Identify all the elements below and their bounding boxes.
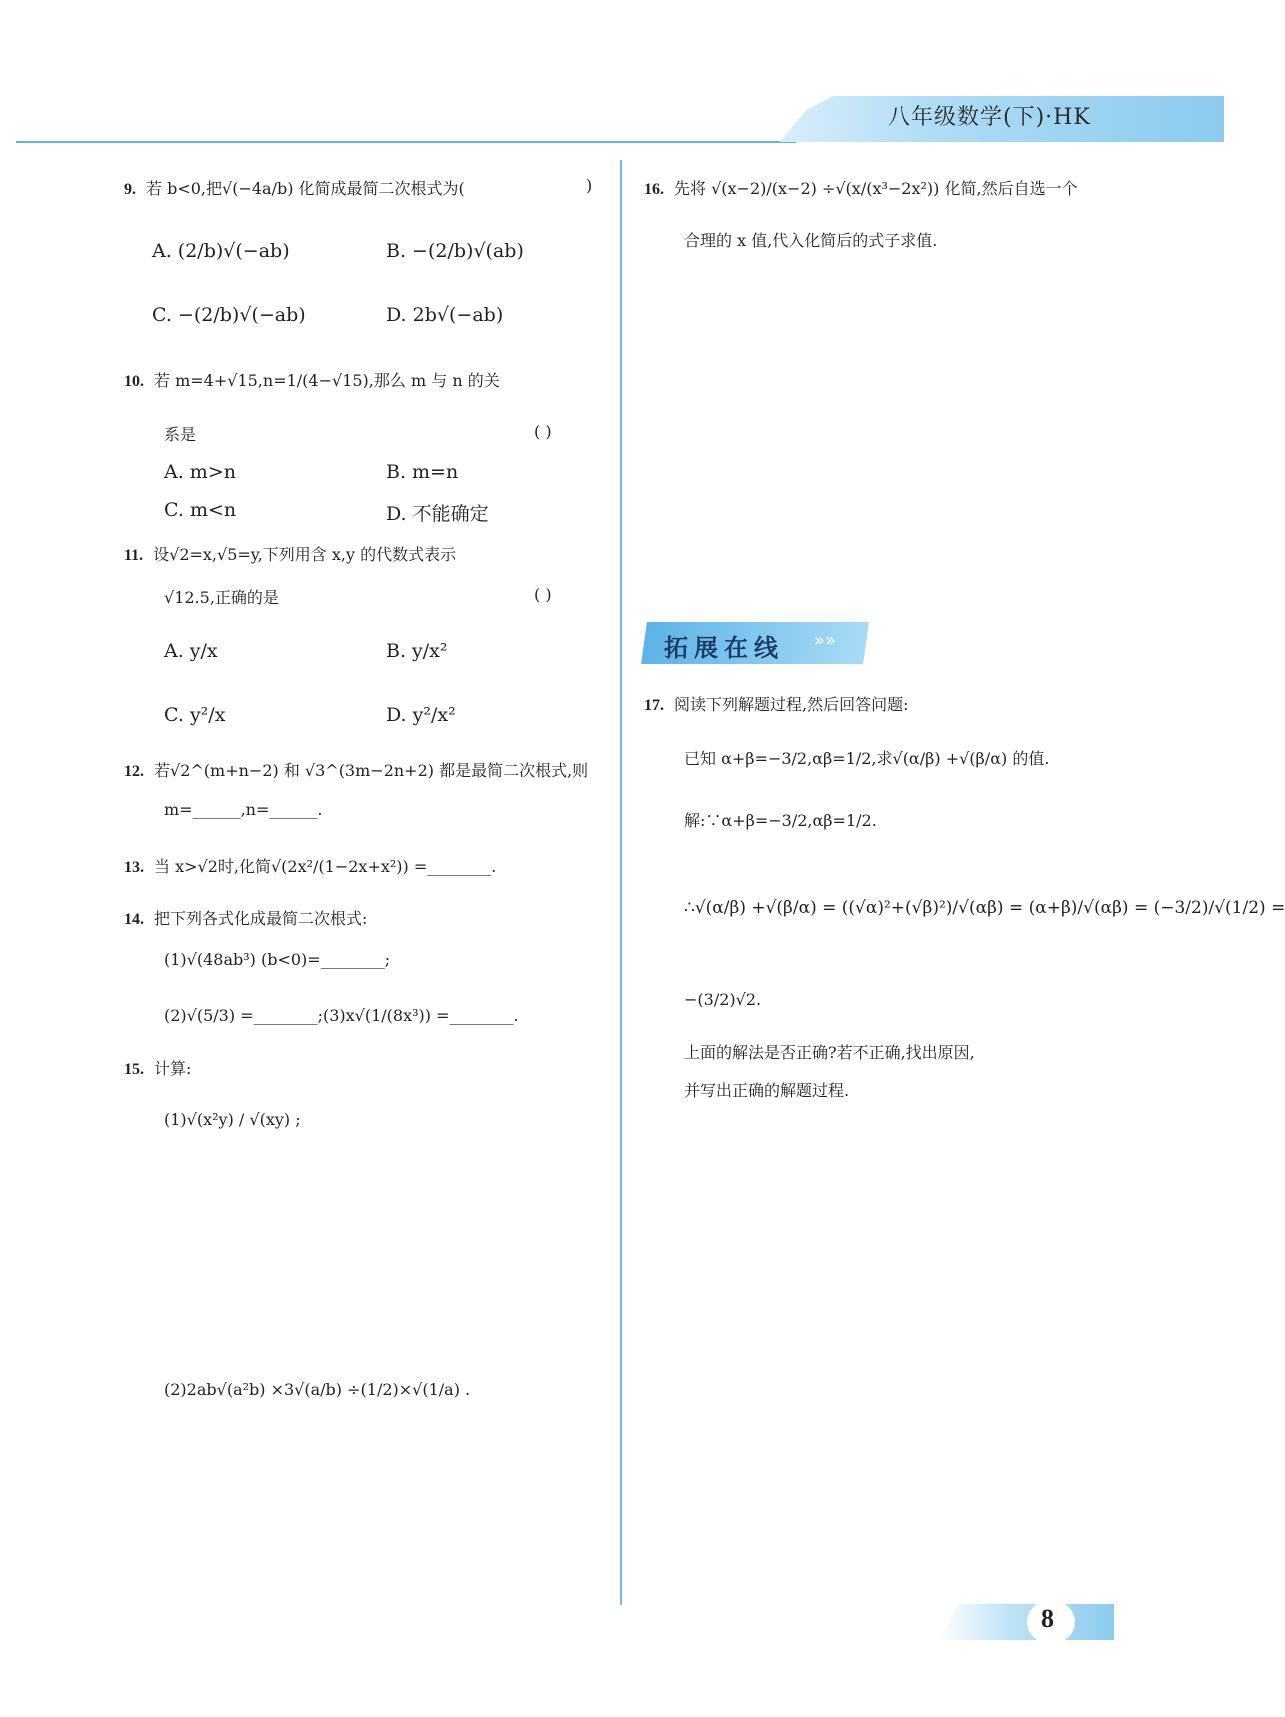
question-ask-line-2: 并写出正确的解题过程. (684, 1081, 850, 1100)
question-stem: 若 b<0,把√(−4a/b) 化简成最简二次根式为( (146, 179, 465, 198)
question-number: 17. (644, 697, 664, 714)
question-number: 16. (644, 181, 664, 198)
question-14 (124, 906, 367, 929)
answer-paren: ( ) (534, 422, 552, 441)
option-c: C. −(2/b)√(−ab) (152, 304, 306, 326)
question-number: 11. (124, 547, 144, 564)
option-a: A. y/x (164, 640, 218, 662)
question-stem: 若√2^(m+n−2) 和 √3^(3m−2n+2) 都是最简二次根式,则 (154, 761, 589, 780)
question-stem: 计算: (154, 1059, 192, 1078)
question-11 (124, 542, 456, 565)
answer-paren: ( ) (534, 585, 552, 604)
question-number: 13. (124, 859, 144, 876)
question-blanks: m=______,n=______. (164, 800, 323, 819)
header-rule (16, 141, 796, 143)
question-10 (124, 368, 500, 391)
question-stem: 先将 √(x−2)/(x−2) ÷√(x/(x³−2x²)) 化简,然后自选一个 (674, 179, 1078, 198)
question-stem: 若 m=4+√15,n=1/(4−√15),那么 m 与 n 的关 (154, 371, 500, 390)
question-part-2: (2)2ab√(a²b) ×3√(a/b) ÷(1/2)×√(1/a) . (164, 1380, 471, 1399)
option-a: A. (2/b)√(−ab) (152, 240, 290, 262)
question-12 (124, 758, 588, 781)
option-c: C. m<n (164, 499, 237, 521)
question-13 (124, 854, 496, 877)
answer-paren-close: ) (586, 176, 593, 195)
double-chevron-icon: »» (814, 630, 837, 651)
header-title: 八年级数学(下)·HK (888, 105, 1091, 130)
option-a: A. m>n (164, 461, 236, 483)
question-stem: 设√2=x,√5=y,下列用含 x,y 的代数式表示 (153, 545, 457, 564)
section-banner-title: 拓展在线 (664, 634, 784, 662)
option-c: C. y²/x (164, 704, 226, 726)
option-b: B. y/x² (386, 640, 448, 662)
question-part-1: (1)√(48ab³) (b<0)=________; (164, 950, 391, 969)
question-stem-line2: 系是 (164, 425, 197, 444)
question-stem-line2: √12.5,正确的是 (164, 588, 279, 607)
question-stem-line2: 合理的 x 值,代入化简后的式子求值. (684, 231, 938, 250)
question-number: 14. (124, 911, 144, 928)
question-ask-line-1: 上面的解法是否正确?若不正确,找出原因, (684, 1043, 975, 1062)
page-number: 8 (1041, 1604, 1054, 1633)
question-15 (124, 1056, 191, 1079)
question-part-2-3: (2)√(5/3) =________;(3)x√(1/(8x³)) =________. (164, 1006, 519, 1025)
question-number: 9. (124, 181, 136, 198)
question-17 (644, 692, 908, 715)
option-d: D. 2b√(−ab) (386, 304, 504, 326)
option-b: B. −(2/b)√(ab) (386, 240, 524, 262)
given-statement: 已知 α+β=−3/2,αβ=1/2,求√(α/β) +√(β/α) 的值. (684, 749, 1050, 768)
question-9 (124, 176, 465, 199)
question-stem: 把下列各式化成最简二次根式: (154, 909, 368, 928)
option-b: B. m=n (386, 461, 459, 483)
question-number: 10. (124, 373, 144, 390)
question-stem: 当 x>√2时,化简√(2x²/(1−2x+x²)) =________. (154, 857, 497, 876)
question-16 (644, 176, 1078, 199)
column-divider (620, 160, 622, 1605)
question-number: 15. (124, 1061, 144, 1078)
solution-line-2: ∴√(α/β) +√(β/α) = ((√α)²+(√β)²)/√(αβ) = (α+β)/√(αβ) = (−3/2)/√(1/2) = (684, 898, 1285, 918)
option-d: D. 不能确定 (386, 503, 489, 525)
question-number: 12. (124, 763, 144, 780)
solution-line-3: −(3/2)√2. (684, 990, 762, 1009)
question-part-1: (1)√(x²y) / √(xy) ; (164, 1110, 301, 1129)
page-number-tab (938, 1604, 1114, 1640)
solution-line-1: 解:∵α+β=−3/2,αβ=1/2. (684, 811, 877, 830)
question-stem: 阅读下列解题过程,然后回答问题: (674, 695, 909, 714)
option-d: D. y²/x² (386, 704, 456, 726)
